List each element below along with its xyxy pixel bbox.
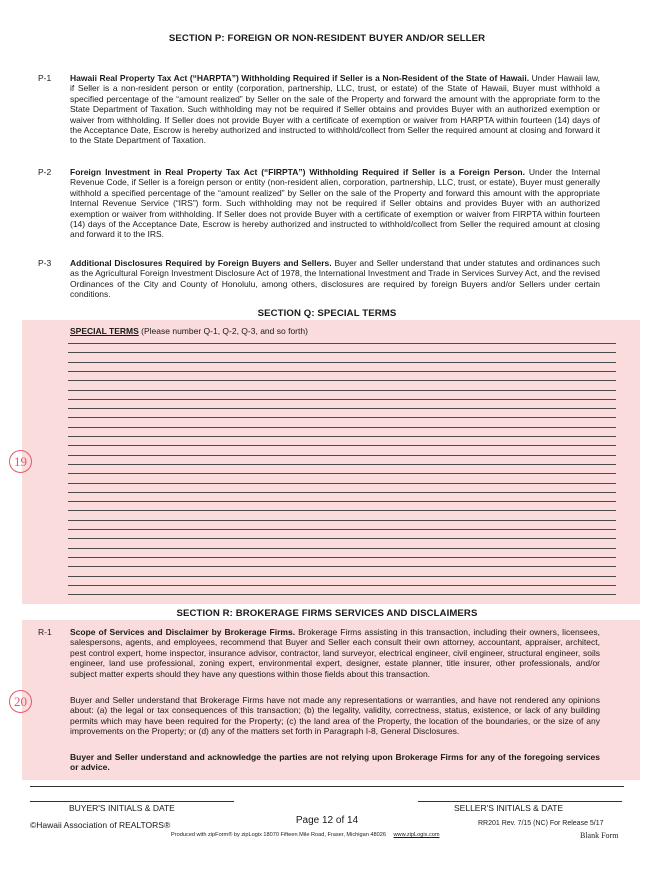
special-terms-line[interactable] [68, 362, 616, 363]
p3-number: P-3 [38, 258, 52, 268]
p2-number: P-2 [38, 167, 52, 177]
item-marker-19: 19 [9, 450, 32, 473]
r1-heading: Scope of Services and Disclaimer by Brokerage Firms. [70, 627, 296, 637]
special-terms-line[interactable] [68, 445, 616, 446]
special-terms-line[interactable] [68, 483, 616, 484]
ziplogix-link[interactable]: www.zipLogix.com [393, 832, 440, 838]
form-id: RR201 Rev. 7/15 (NC) For Release 5/17 [478, 820, 604, 827]
p3-paragraph [70, 258, 600, 300]
special-terms-line[interactable] [68, 529, 616, 530]
special-terms-line[interactable] [68, 585, 616, 586]
p2-heading: Foreign Investment in Real Property Tax Act (“FIRPTA”) Withholding Required if Seller is a Foreign Person. [70, 167, 525, 177]
special-terms-label-row [70, 326, 308, 336]
p1-body: Under Hawaii law, if Seller is a non-resident person or entity (corporation, partnership, LLC, trust, or estate) of the State of Hawaii, Buyer must withhold a specified percentage of the “amount realized” by Seller on the sale of the Property and forward the amount with the appropriate form to the State Department of Taxation. Such withholding may not be required if Seller obtains and provides Buyer with an authorized exemption or waiver from withholding. If Seller does not provide Buyer with a certificate of exemption or waiver from HARPTA within fourteen (14) days of the Acceptance Date, Escrow is hereby authorized and instructed to withhold/collect from Seller the required amount at closing and forward it to the State Department of Taxation. [70, 73, 600, 146]
special-terms-line[interactable] [68, 390, 616, 391]
r1-body-1: Brokerage Firms assisting in this transaction, including their owners, licensees, salespersons, agents, and employees, recommend that Buyer and Seller each consult their own attorney, accountant, appraiser, architect, pest control expert, home inspector, insurance advisor, contractor, land surveyor, electrical engineer, civil engineer, structural engineer, soils engineer, land use professional, zoning expert, environmental expert, designer, estate planner, title insurer, other professionals, and/or subject matter experts should they have any questions within those fields about this transaction. [70, 627, 600, 679]
section-r-title: SECTION R: BROKERAGE FIRMS SERVICES AND DISCLAIMERS [176, 608, 478, 619]
special-terms-line[interactable] [68, 417, 616, 418]
special-terms-line[interactable] [68, 408, 616, 409]
special-terms-area[interactable] [22, 320, 640, 604]
special-terms-line[interactable] [68, 566, 616, 567]
page-number: Page 12 of 14 [295, 815, 359, 826]
p1-number: P-1 [38, 73, 52, 83]
special-terms-line[interactable] [68, 492, 616, 493]
item-marker-20: 20 [9, 690, 32, 713]
r1-paragraph-1 [70, 627, 600, 679]
p2-body: Under the Internal Revenue Code, if Seller is a foreign person or entity (non-resident alien, corporation, partnership, LLC, trust, or estate), Buyer must generally withhold a specified percentage of the “amount realized” by Seller on the sale of the Property and forward this amount with the appropriate Internal Revenue Service (“IRS”) form. Such withholding may not be required if Seller obtains and provides Buyer with an authorized exemption or waiver from withholding. If Seller does not provide Buyer with a certificate of exemption or waiver from FIRPTA within fourteen (14) days of the Acceptance Date, Escrow is hereby authorized and instructed to withhold/collect from Seller the required amount at closing and forward it to the IRS. [70, 167, 600, 240]
r1-paragraph-3: Buyer and Seller understand and acknowledge the parties are not relying upon Brokerage Firms for any of the foregoing services or advice. [70, 752, 600, 773]
special-terms-line[interactable] [68, 538, 616, 539]
special-terms-line[interactable] [68, 343, 616, 344]
special-terms-line[interactable] [68, 501, 616, 502]
produced-with-text [171, 832, 440, 838]
special-terms-line[interactable] [68, 380, 616, 381]
blank-form-label: Blank Form [580, 831, 619, 840]
seller-initials-label: SELLER'S INITIALS & DATE [454, 803, 564, 813]
seller-initials-line[interactable] [418, 801, 622, 802]
special-terms-line[interactable] [68, 455, 616, 456]
r1-number: R-1 [38, 627, 52, 637]
special-terms-line[interactable] [68, 427, 616, 428]
special-terms-line[interactable] [68, 557, 616, 558]
special-terms-line[interactable] [68, 352, 616, 353]
buyer-initials-label: BUYER'S INITIALS & DATE [69, 803, 175, 813]
special-terms-line[interactable] [68, 520, 616, 521]
special-terms-line[interactable] [68, 510, 616, 511]
section-p-title: SECTION P: FOREIGN OR NON-RESIDENT BUYER AND/OR SELLER [168, 33, 486, 44]
p3-body: Buyer and Seller understand that under statutes and ordinances such as the Agricultural Foreign Investment Disclosure Act of 1978, the International Investment and Trade in Services Survey Act, and the revised Ordinances of the City and County of Honolulu, among others, disclosures are required by foreign Buyers and/or Sellers under certain conditions. [70, 258, 600, 300]
special-terms-line[interactable] [68, 371, 616, 372]
section-q-title: SECTION Q: SPECIAL TERMS [257, 308, 397, 319]
special-terms-line[interactable] [68, 436, 616, 437]
p1-heading: Hawaii Real Property Tax Act (“HARPTA”) Withholding Required if Seller is a Non-Resident of the State of Hawaii. [70, 73, 530, 83]
p1-paragraph [70, 73, 600, 146]
special-terms-line[interactable] [68, 464, 616, 465]
special-terms-line[interactable] [68, 473, 616, 474]
footer-rule [30, 786, 624, 787]
produced-with-label: Produced with zipForm® by zipLogix 18070 Fifteen Mile Road, Fraser, Michigan 48026 [171, 832, 386, 838]
special-terms-line[interactable] [68, 548, 616, 549]
special-terms-line[interactable] [68, 576, 616, 577]
r1-paragraph-2: Buyer and Seller understand that Brokerage Firms have not made any representations or warranties, and have not rendered any opinions about: (a) the legal or tax consequences of this transaction; (b) the legality, validity, correctness, status, existence, or lack of any building permits which may have been required for the Property; (c) the land area of the Property, the location of the boundaries, or the size of any improvements on the Property; or (d) any of the matters set forth in Paragraph I-8, General Disclosures. [70, 695, 600, 737]
special-terms-line[interactable] [68, 399, 616, 400]
p3-heading: Additional Disclosures Required by Foreign Buyers and Sellers. [70, 258, 332, 268]
buyer-initials-line[interactable] [30, 801, 234, 802]
special-terms-label: SPECIAL TERMS [70, 326, 139, 336]
copyright-text: ©Hawaii Association of REALTORS® [30, 820, 171, 830]
special-terms-hint: (Please number Q-1, Q-2, Q-3, and so forth) [138, 326, 308, 336]
p2-paragraph [70, 167, 600, 240]
special-terms-line[interactable] [68, 594, 616, 595]
